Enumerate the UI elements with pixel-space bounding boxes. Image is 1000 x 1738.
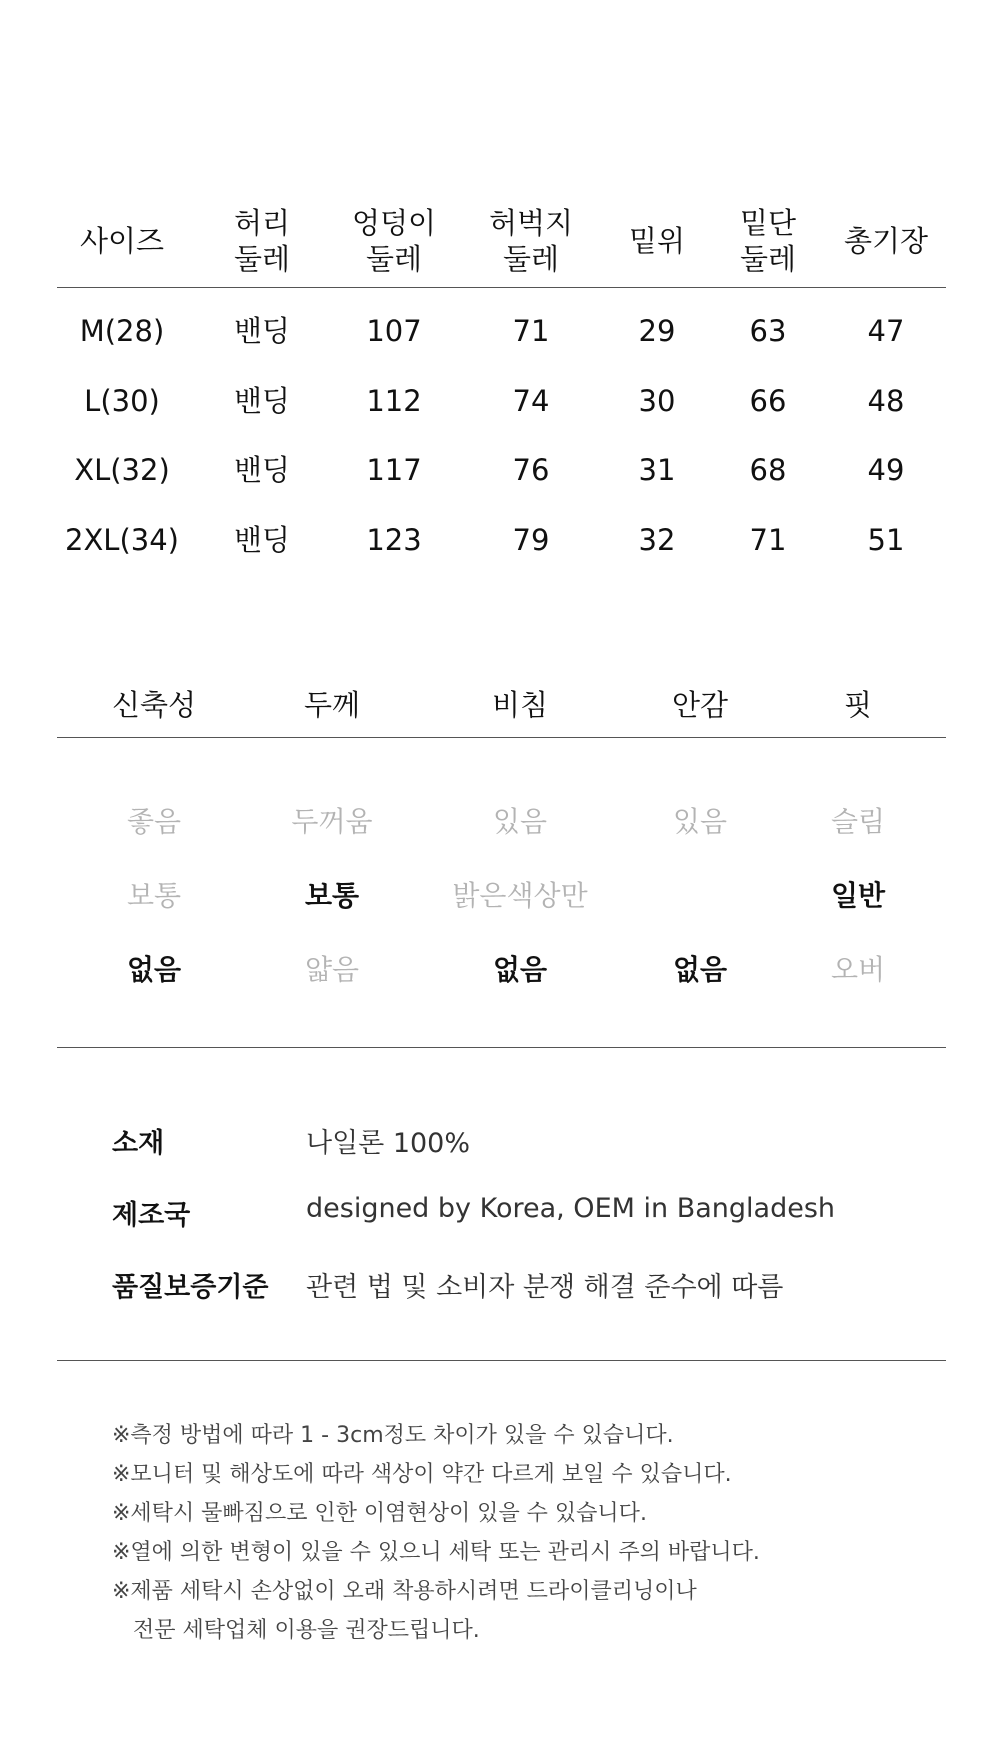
size-header-5-line-1: 둘레 [739,242,797,276]
size-cell-r3-c2: 123 [366,523,422,557]
size-cell-r0-c6: 47 [867,314,905,348]
attributes-header-divider [57,737,946,738]
size-cell-r2-c4: 31 [638,453,676,487]
attribute-label-4: 핏 [843,688,873,722]
attribute-option-c4-o1: 일반 [830,879,886,912]
product-info-label-1: 제조국 [112,1200,191,1231]
attribute-option-c2-o1: 밝은색상만 [452,879,588,912]
care-note-2: ※세탁시 물빠짐으로 인한 이염현상이 있을 수 있습니다. [112,1501,647,1526]
size-cell-r1-c5: 66 [749,384,787,418]
size-cell-r0-c0: M(28) [79,314,165,348]
attribute-option-c3-o2: 없음 [672,953,728,986]
attribute-option-c1-o2: 얇음 [304,953,360,986]
size-cell-r2-c6: 49 [867,453,905,487]
size-header-3-line-0: 허벅지 [488,206,574,240]
size-cell-r1-c4: 30 [638,384,676,418]
size-cell-r1-c0: L(30) [84,384,160,418]
attribute-label-1: 두께 [303,688,361,722]
size-header-1-line-1: 둘레 [233,242,291,276]
product-info-value-0: 나일론 100% [306,1128,471,1159]
size-cell-r3-c3: 79 [512,523,550,557]
size-cell-r3-c0: 2XL(34) [64,523,180,557]
size-cell-r0-c1: 밴딩 [233,314,291,348]
attribute-option-c1-o1: 보통 [304,879,360,912]
product-info-value-2: 관련 법 및 소비자 분쟁 해결 준수에 따름 [306,1272,784,1303]
care-note-1: ※모니터 및 해상도에 따라 색상이 약간 다르게 보일 수 있습니다. [112,1462,732,1487]
size-cell-r3-c1: 밴딩 [233,523,291,557]
size-cell-r2-c2: 117 [366,453,422,487]
size-header-1-line-0: 허리 [233,206,291,240]
attribute-option-c0-o2: 없음 [126,953,182,986]
attribute-option-c1-o0: 두꺼움 [291,805,373,838]
attribute-label-3: 안감 [671,688,729,722]
size-cell-r0-c2: 107 [366,314,422,348]
product-info-bottom-divider [57,1360,946,1361]
attribute-label-2: 비침 [491,688,549,722]
size-header-5-line-0: 밑단 [739,206,797,240]
attribute-option-c0-o1: 보통 [126,879,182,912]
size-header-6-line-0: 총기장 [843,224,929,258]
attribute-option-c4-o2: 오버 [830,953,886,986]
size-header-3-line-1: 둘레 [502,242,560,276]
attribute-option-c0-o0: 좋음 [126,805,182,838]
care-note-3: ※열에 의한 변형이 있을 수 있으니 세탁 또는 관리시 주의 바랍니다. [112,1540,760,1565]
size-header-2-line-1: 둘레 [365,242,423,276]
attributes-bottom-divider [57,1047,946,1048]
size-table-header-divider [57,287,946,288]
size-header-0-line-0: 사이즈 [79,224,165,258]
attribute-option-c4-o0: 슬림 [830,805,886,838]
attribute-label-0: 신축성 [111,688,197,722]
care-note-5: 전문 세탁업체 이용을 권장드립니다. [112,1618,480,1643]
product-info-label-2: 품질보증기준 [112,1272,269,1303]
size-cell-r0-c4: 29 [638,314,676,348]
size-cell-r2-c5: 68 [749,453,787,487]
size-cell-r1-c1: 밴딩 [233,384,291,418]
product-info-value-1: designed by Korea, OEM in Bangladesh [306,1193,835,1224]
care-note-4: ※제품 세탁시 손상없이 오래 착용하시려면 드라이클리닝이나 [112,1579,697,1604]
product-info-label-0: 소재 [112,1128,165,1159]
size-cell-r1-c6: 48 [867,384,905,418]
size-cell-r3-c5: 71 [749,523,787,557]
attribute-option-c3-o0: 있음 [672,805,728,838]
size-header-2-line-0: 엉덩이 [351,206,437,240]
size-cell-r3-c4: 32 [638,523,676,557]
size-cell-r0-c5: 63 [749,314,787,348]
size-cell-r1-c2: 112 [366,384,422,418]
size-cell-r1-c3: 74 [512,384,550,418]
attribute-option-c2-o2: 없음 [492,953,548,986]
size-cell-r3-c6: 51 [867,523,905,557]
attribute-option-c2-o0: 있음 [492,805,548,838]
size-cell-r2-c3: 76 [512,453,550,487]
size-header-4-line-0: 밑위 [628,224,686,258]
size-cell-r0-c3: 71 [512,314,550,348]
care-note-0: ※측정 방법에 따라 1 - 3cm정도 차이가 있을 수 있습니다. [112,1423,674,1448]
size-cell-r2-c0: XL(32) [74,453,170,487]
size-cell-r2-c1: 밴딩 [233,453,291,487]
